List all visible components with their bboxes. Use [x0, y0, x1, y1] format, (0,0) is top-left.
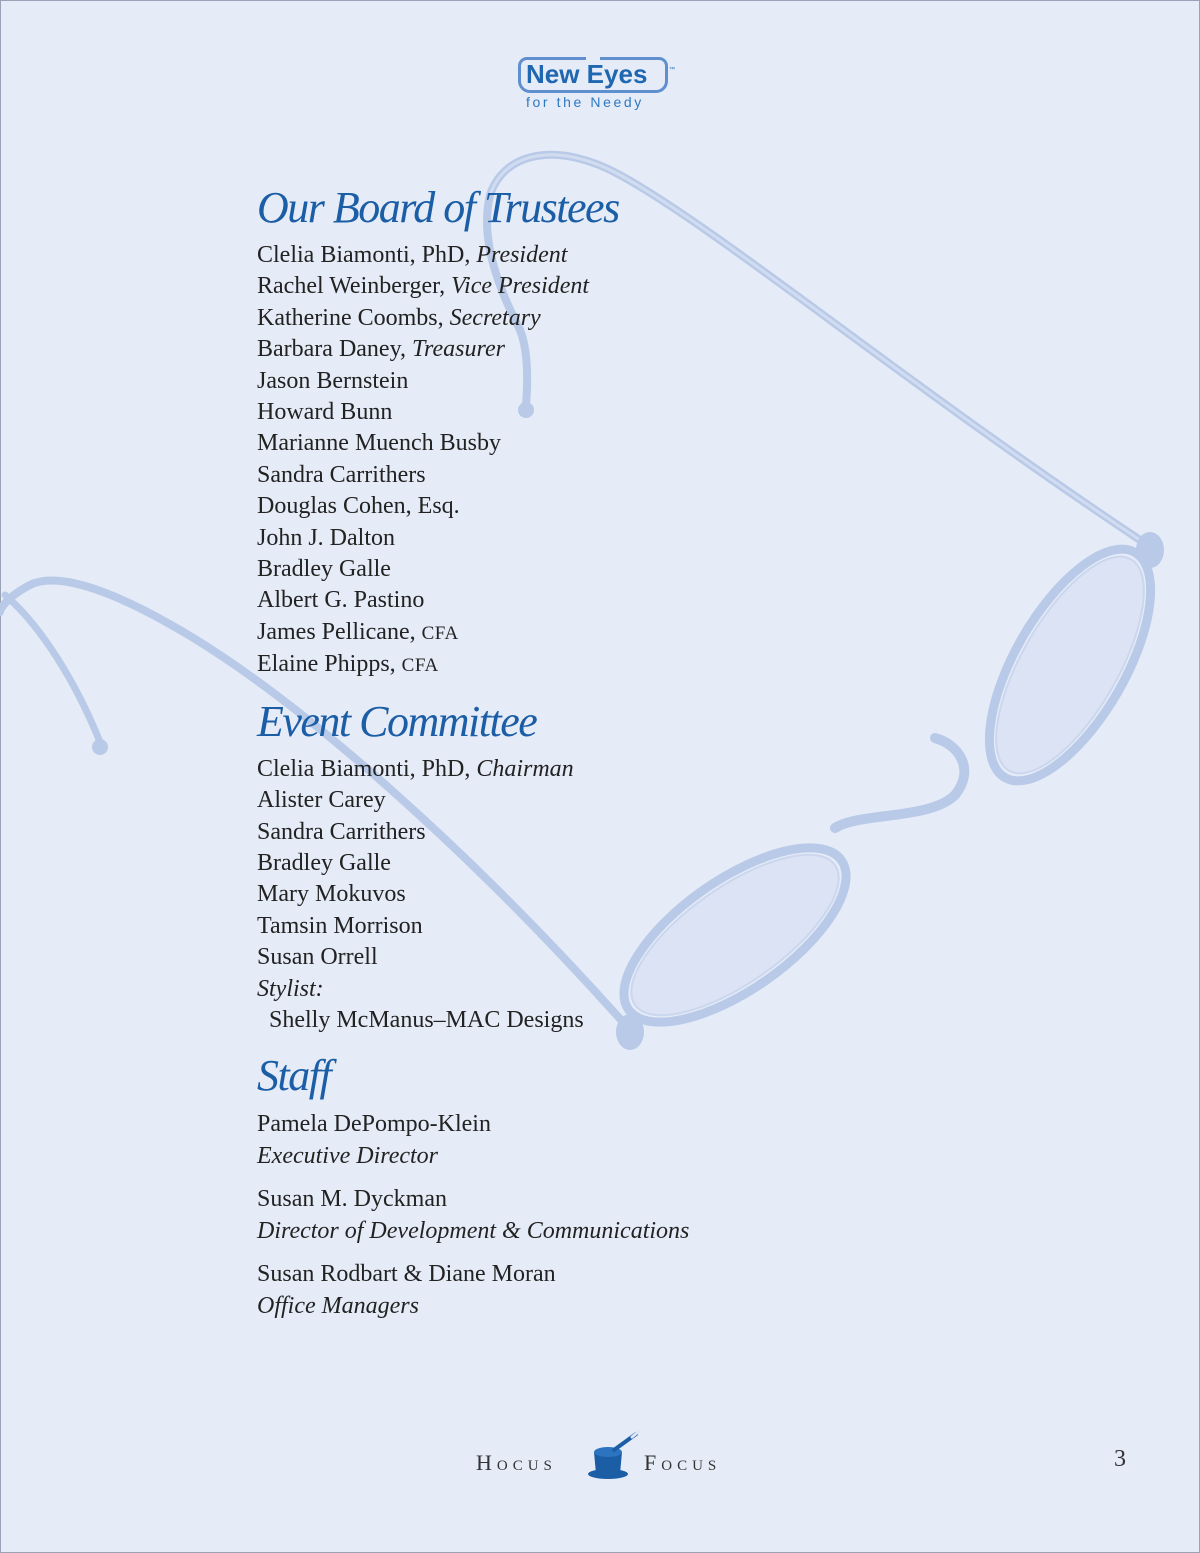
- logo-subtitle: for the Needy: [526, 94, 644, 110]
- staff-title: Executive Director: [257, 1143, 439, 1170]
- page-number: 3: [1114, 1446, 1126, 1472]
- member-name: Bradley Galle: [257, 556, 391, 583]
- member-entry: [257, 240, 977, 271]
- member-entry: [257, 366, 977, 397]
- member-entry: [257, 428, 977, 459]
- staff-section: [257, 1050, 977, 1322]
- member-role: President: [476, 242, 568, 268]
- member-name: Clelia Biamonti, PhD,: [257, 755, 477, 782]
- member-entry: [257, 585, 977, 616]
- stylist-list: [257, 974, 977, 1037]
- member-name: Bradley Galle: [257, 849, 391, 876]
- staff-entry: [257, 1108, 977, 1172]
- event-heading: Event Committee: [257, 696, 537, 746]
- member-entry: [257, 303, 977, 334]
- member-name: Barbara Daney,: [257, 336, 413, 363]
- member-name: Marianne Muench Busby: [257, 430, 501, 457]
- member-entry: [257, 554, 977, 585]
- member-entry: [257, 523, 977, 554]
- member-name: James Pellicane,: [257, 618, 422, 645]
- board-member-list: [257, 240, 977, 682]
- member-name: Clelia Biamonti, PhD,: [257, 242, 477, 268]
- member-name: Sandra Carrithers: [257, 818, 426, 845]
- staff-entry: [257, 1258, 977, 1322]
- member-entry: [257, 397, 977, 428]
- logo-title: New Eyes: [526, 59, 648, 89]
- member-name: Elaine Phipps,: [257, 651, 402, 678]
- member-entry: [257, 460, 977, 491]
- member-entry: [257, 491, 977, 522]
- member-role: Secretary: [449, 304, 541, 331]
- member-name: John J. Dalton: [257, 524, 395, 551]
- event-committee-section: [257, 696, 977, 1037]
- member-entry: [257, 817, 977, 848]
- member-name: Alister Carey: [257, 787, 386, 814]
- member-entry: [257, 879, 977, 910]
- staff-title: Director of Development & Communications: [257, 1218, 690, 1245]
- member-entry: [257, 271, 977, 302]
- staff-title: Office Managers: [257, 1293, 419, 1320]
- staff-list: [257, 1108, 977, 1322]
- footer-focus: Focus: [644, 1450, 722, 1475]
- staff-name: Pamela DePompo-Klein: [257, 1111, 491, 1138]
- member-name: Howard Bunn: [257, 399, 393, 426]
- member-entry: [257, 848, 977, 879]
- member-name: Jason Bernstein: [257, 367, 409, 394]
- magic-hat-icon: [584, 1430, 640, 1480]
- staff-entry: [257, 1183, 977, 1247]
- member-role: Treasurer: [412, 336, 505, 363]
- member-name: Katherine Coombs,: [257, 304, 450, 331]
- member-credential: CFA: [401, 655, 439, 677]
- member-role: Chairman: [476, 755, 574, 782]
- event-member-list: [257, 754, 977, 974]
- stylist-name: Shelly McManus–MAC Designs: [269, 1006, 584, 1033]
- staff-heading: Staff: [257, 1051, 331, 1101]
- member-name: Rachel Weinberger,: [257, 273, 452, 300]
- member-name: Mary Mokuvos: [257, 881, 406, 908]
- main-content: [257, 182, 977, 1333]
- member-name: Albert G. Pastino: [257, 587, 425, 614]
- member-entry: [257, 754, 977, 785]
- member-entry: [257, 334, 977, 365]
- staff-name: Susan M. Dyckman: [257, 1186, 447, 1213]
- member-credential: CFA: [421, 622, 459, 644]
- member-entry: [257, 617, 977, 649]
- board-of-trustees-section: [257, 182, 977, 682]
- member-name: Douglas Cohen, Esq.: [257, 493, 460, 520]
- footer-hocus: Hocus: [476, 1450, 557, 1475]
- member-name: Susan Orrell: [257, 944, 378, 971]
- member-entry: [257, 911, 977, 942]
- staff-name: Susan Rodbart & Diane Moran: [257, 1261, 556, 1288]
- member-name: Sandra Carrithers: [257, 461, 426, 488]
- member-entry: [257, 649, 977, 681]
- stylist-label: Stylist:: [257, 975, 324, 1002]
- member-role: Vice President: [451, 273, 590, 300]
- member-entry: [257, 785, 977, 816]
- logo-trademark: ™: [669, 67, 675, 73]
- member-entry: [257, 942, 977, 973]
- board-heading: Our Board of Trustees: [257, 183, 619, 232]
- new-eyes-logo: [516, 55, 686, 115]
- member-name: Tamsin Morrison: [257, 912, 423, 939]
